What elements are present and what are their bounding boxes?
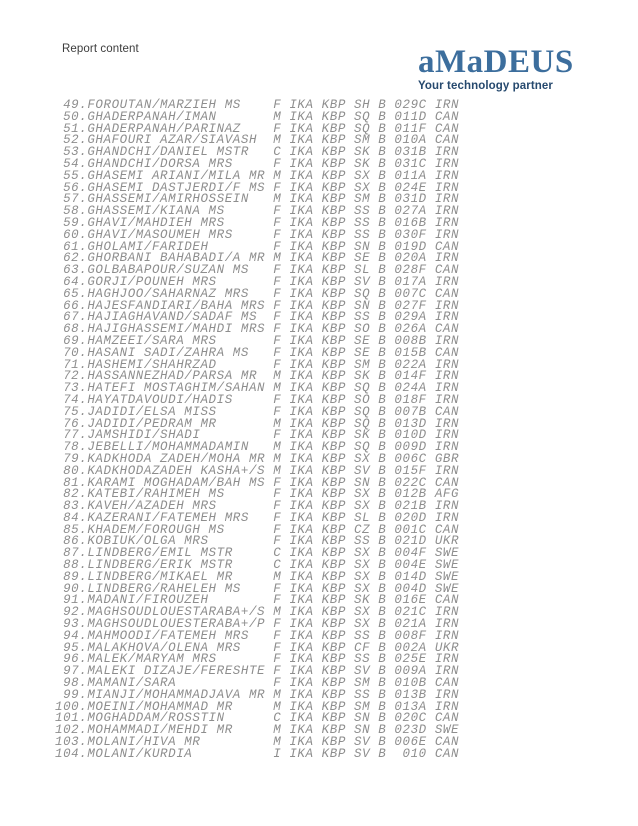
passenger-row: 83.KAVEH/AZADEH MRS F IKA KBP SX B 021B IRN: [55, 499, 460, 514]
passenger-row: 76.JADIDI/PEDRAM MR M IKA KBP SQ B 013D IRN: [55, 416, 460, 431]
passenger-row: 57.GHASSEMI/AMIRHOSSEIN M IKA KBP SM B 031D IRN: [55, 192, 460, 207]
passenger-row: 81.KARAMI MOGHADAM/BAH MS F IKA KBP SN B 022C CAN: [55, 475, 460, 490]
passenger-row: 99.MIANJI/MOHAMMADJAVA MR M IKA KBP SS B 013B IRN: [55, 687, 460, 702]
passenger-row: 54.GHANDCHI/DORSA MRS F IKA KBP SK B 031C IRN: [55, 156, 460, 171]
passenger-row: 56.GHASEMI DASTJERDI/F MS F IKA KBP SX B 024E IRN: [55, 180, 460, 195]
passenger-row: 100.MOEINI/MOHAMMAD MR M IKA KBP SM B 013A IRN: [55, 699, 460, 714]
passenger-row: 87.LINDBERG/EMIL MSTR C IKA KBP SX B 004F SWE: [55, 546, 460, 561]
passenger-row: 50.GHADERPANAH/IMAN M IKA KBP SQ B 011D CAN: [55, 109, 460, 124]
passenger-row: 64.GORJI/POUNEH MRS F IKA KBP SV B 017A IRN: [55, 274, 460, 289]
passenger-row: 103.MOLANI/HIVA MR M IKA KBP SV B 006E CAN: [55, 735, 460, 750]
passenger-row: 67.HAJIAGHAVAND/SADAF MS F IKA KBP SS B 029A IRN: [55, 310, 460, 325]
passenger-row: 62.GHORBANI BAHABADI/A MR M IKA KBP SE B 020A IRN: [55, 251, 460, 266]
passenger-row: 104.MOLANI/KURDIA I IKA KBP SV B 010 CAN: [55, 746, 460, 761]
passenger-row: 73.HATEFI MOSTAGHIM/SAHAN M IKA KBP SQ B 024A IRN: [55, 381, 460, 396]
passenger-row: 59.GHAVI/MAHDIEH MRS F IKA KBP SS B 016B IRN: [55, 215, 460, 230]
passenger-row: 93.MAGHSOUDLOUESTERABA+/P F IKA KBP SX B 021A IRN: [55, 617, 460, 632]
passenger-row: 90.LINDBERG/RAHELEH MS F IKA KBP SX B 004D SWE: [55, 581, 460, 596]
passenger-row: 88.LINDBERG/ERIK MSTR C IKA KBP SX B 004E SWE: [55, 558, 460, 573]
passenger-row: 89.LINDBERG/MIKAEL MR M IKA KBP SX B 014D SWE: [55, 569, 460, 584]
passenger-row: 75.JADIDI/ELSA MISS F IKA KBP SQ B 007B CAN: [55, 404, 460, 419]
amadeus-logo-tagline: Your technology partner: [418, 80, 553, 92]
passenger-row: 66.HAJESFANDIARI/BAHA MRS F IKA KBP SN B 027F IRN: [55, 298, 460, 313]
passenger-row: 77.JAMSHIDI/SHADI F IKA KBP SK B 010D IRN: [55, 428, 460, 443]
passenger-row: 61.GHOLAMI/FARIDEH F IKA KBP SN B 019D CAN: [55, 239, 460, 254]
passenger-row: 74.HAYATDAVOUDI/HADIS F IKA KBP SO B 018F IRN: [55, 392, 460, 407]
passenger-row: 85.KHADEM/FOROUGH MS F IKA KBP CZ B 001C CAN: [55, 522, 460, 537]
passenger-row: 102.MOHAMMADI/MEHDI MR M IKA KBP SN B 023D SWE: [55, 723, 460, 738]
passenger-row: 82.KATEBI/RAHIMEH MS F IKA KBP SX B 012B AFG: [55, 487, 460, 502]
passenger-row: 70.HASANI SADI/ZAHRA MS F IKA KBP SE B 015B CAN: [55, 345, 460, 360]
passenger-row: 68.HAJIGHASSEMI/MAHDI MRS F IKA KBP SO B 026A CAN: [55, 322, 460, 337]
passenger-report-list: [55, 100, 515, 761]
passenger-row: 79.KADKHODA ZADEH/MOHA MR M IKA KBP SX B 006C GBR: [55, 451, 460, 466]
passenger-row: 80.KADKHODAZADEH KASHA+/S M IKA KBP SV B 015F IRN: [55, 463, 460, 478]
amadeus-logo-text: aMaDEUS: [418, 44, 574, 80]
passenger-row: 86.KOBIUK/OLGA MRS F IKA KBP SS B 021D UKR: [55, 534, 460, 549]
passenger-row: 72.HASSANNEZHAD/PARSA MR M IKA KBP SK B 014F IRN: [55, 369, 460, 384]
passenger-row: 96.MALEK/MARYAM MRS F IKA KBP SS B 025E IRN: [55, 652, 460, 667]
passenger-row: 51.GHADERPANAH/PARINAZ F IKA KBP SQ B 011F CAN: [55, 121, 460, 136]
passenger-row: 49.FOROUTAN/MARZIEH MS F IKA KBP SH B 029C IRN: [55, 98, 460, 112]
report-content-label: Report content: [62, 43, 139, 55]
passenger-row: 78.JEBELLI/MOHAMMADAMIN M IKA KBP SQ B 009D IRN: [55, 440, 460, 455]
passenger-row: 69.HAMZEEI/SARA MRS F IKA KBP SE B 008B IRN: [55, 333, 460, 348]
passenger-row: 84.KAZERANI/FATEMEH MRS F IKA KBP SL B 020D IRN: [55, 510, 460, 525]
passenger-row: 52.GHAFOURI AZAR/SIAVASH M IKA KBP SM B 010A CAN: [55, 133, 460, 148]
passenger-row: 60.GHAVI/MASOUMEH MRS F IKA KBP SS B 030F IRN: [55, 227, 460, 242]
passenger-row: 65.HAGHJOO/SAHARNAZ MRS F IKA KBP SQ B 007C CAN: [55, 286, 460, 301]
passenger-row: 71.HASHEMI/SHAHRZAD F IKA KBP SM B 022A IRN: [55, 357, 460, 372]
passenger-row: 63.GOLBABAPOUR/SUZAN MS F IKA KBP SL B 028F CAN: [55, 263, 460, 278]
passenger-row: 95.MALAKHOVA/OLENA MRS F IKA KBP CF B 002A UKR: [55, 640, 460, 655]
passenger-row: 91.MADANI/FIROUZEH F IKA KBP SK B 016E CAN: [55, 593, 460, 608]
passenger-row: 94.MAHMOODI/FATEMEH MRS F IKA KBP SS B 008F IRN: [55, 628, 460, 643]
passenger-row: 55.GHASEMI ARIANI/MILA MR M IKA KBP SX B 011A IRN: [55, 168, 460, 183]
passenger-row: 101.MOGHADDAM/ROSSTIN C IKA KBP SN B 020C CAN: [55, 711, 460, 726]
passenger-row: 58.GHASSEMI/KIANA MS F IKA KBP SS B 027A IRN: [55, 204, 460, 219]
passenger-row: 53.GHANDCHI/DANIEL MSTR C IKA KBP SK B 031B IRN: [55, 145, 460, 160]
passenger-row: 92.MAGHSOUDLOUESTARABA+/S M IKA KBP SX B 021C IRN: [55, 605, 460, 620]
passenger-row: 98.MAMANI/SARA F IKA KBP SM B 010B CAN: [55, 676, 460, 691]
amadeus-logo: [418, 46, 578, 92]
passenger-row: 97.MALEKI DIZAJE/FERESHTE F IKA KBP SV B 009A IRN: [55, 664, 460, 679]
